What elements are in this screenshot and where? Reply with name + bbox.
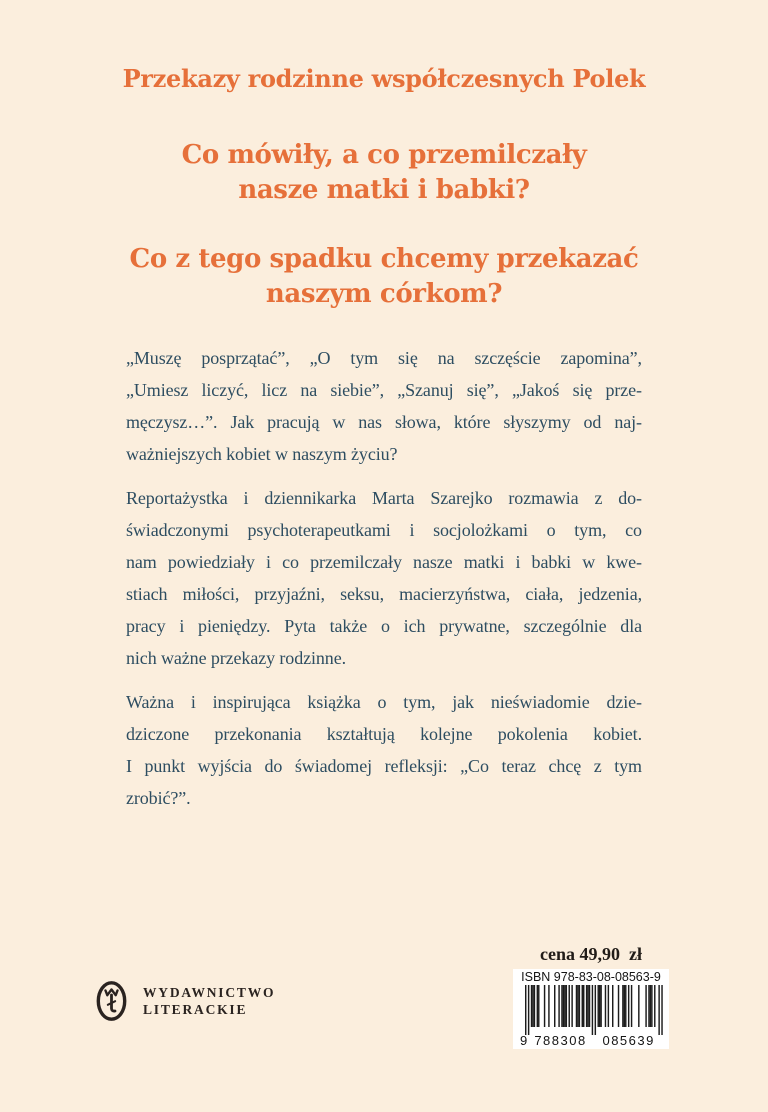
- publisher-name-line: WYDAWNICTWO: [143, 985, 276, 1000]
- svg-text:788308: 788308: [534, 1033, 587, 1048]
- heading-line: Co z tego spadku chcemy przekazać: [129, 244, 639, 274]
- price-label: cena 49,90 zł: [540, 944, 642, 964]
- text-line: nam powiedziały i co przemilczały nasze matki i babki w kwe-: [126, 552, 642, 572]
- heading-line: naszym córkom?: [265, 279, 503, 309]
- isbn-barcode-box: [513, 969, 669, 1049]
- text-line: I punkt wyjścia do świadomej refleksji: „Co teraz chcę z tym: [126, 756, 642, 776]
- paragraph: [126, 686, 642, 814]
- svg-text:085639: 085639: [602, 1033, 655, 1048]
- question-1: [0, 138, 768, 208]
- text-line: „Umiesz liczyć, licz na siebie”, „Szanuj się”, „Jakoś się prze-: [126, 380, 642, 400]
- paragraph: [126, 482, 642, 674]
- heading-line: nasze matki i babki?: [238, 175, 530, 205]
- text-line: stiach miłości, przyjaźni, seksu, macierzyństwa, ciała, jedzenia,: [126, 584, 642, 604]
- text-line: zrobić?”.: [126, 788, 191, 808]
- text-line: ważniejszych kobiet w naszym życiu?: [126, 444, 398, 464]
- svg-text:9: 9: [520, 1033, 529, 1048]
- question-2: [0, 242, 768, 312]
- isbn-number: ISBN 978-83-08-08563-9: [521, 970, 661, 984]
- text-line: męczysz…”. Jak pracują w nas słowa, które słyszymy od naj-: [126, 412, 642, 432]
- text-line: Reportażystka i dziennikarka Marta Szarejko rozmawia z do-: [126, 488, 642, 508]
- series-title: Przekazy rodzinne współczesnych Polek: [122, 64, 646, 93]
- publisher-name: [143, 984, 275, 1018]
- heading-line: Co mówiły, a co przemilczały: [181, 140, 587, 170]
- publisher-name-line: LITERACKIE: [143, 1002, 248, 1017]
- text-line: dziczone przekonania kształtują kolejne pokolenia kobiet.: [126, 724, 642, 744]
- text-line: świadczonymi psychoterapeutkami i socjolożkami o tym, co: [126, 520, 642, 540]
- cover-headings: [0, 0, 768, 312]
- paragraph: [126, 342, 642, 470]
- ean13-barcode: [516, 985, 666, 1048]
- text-line: Ważna i inspirująca książka o tym, jak nieświadomie dzie-: [126, 692, 642, 712]
- publisher-logo-icon: [95, 980, 128, 1027]
- blurb-text: [126, 342, 642, 826]
- text-line: pracy i pieniędzy. Pyta także o ich prywatne, szczególnie dla: [126, 616, 642, 636]
- text-line: nich ważne przekazy rodzinne.: [126, 648, 346, 668]
- text-line: „Muszę posprzątać”, „O tym się na szczęście zapomina”,: [126, 348, 642, 368]
